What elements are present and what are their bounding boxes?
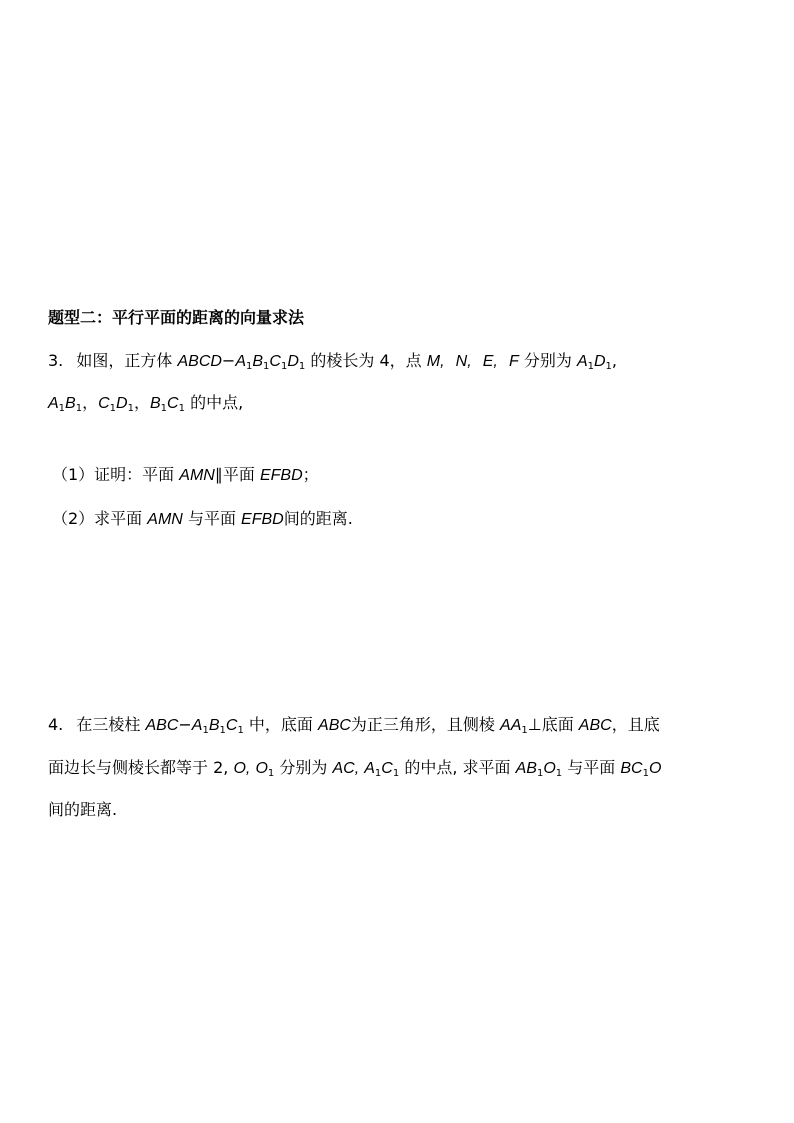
problem-4-text: ，且底 bbox=[611, 715, 660, 734]
part-text: 间的距离. bbox=[283, 509, 353, 528]
problem-4-text: 分别为 bbox=[279, 758, 328, 777]
minus-sign: − bbox=[178, 715, 192, 734]
vertex: A bbox=[235, 353, 246, 370]
minus-sign: − bbox=[221, 351, 236, 370]
problem-4-text: 底面 bbox=[541, 715, 574, 734]
vertex: A bbox=[191, 717, 203, 734]
triangle-abc: ABC bbox=[318, 717, 351, 734]
part-label: （1）证明：平面 bbox=[52, 465, 175, 484]
vertex: D bbox=[593, 353, 606, 370]
vertex: D bbox=[116, 395, 128, 412]
subscript: 1 bbox=[298, 361, 306, 372]
separator: ， bbox=[133, 393, 150, 412]
subscript: 1 bbox=[555, 768, 563, 779]
subscript: 1 bbox=[109, 403, 117, 414]
vertex: B bbox=[65, 395, 76, 412]
subscript: 1 bbox=[75, 403, 83, 414]
point-n: N, bbox=[455, 353, 472, 370]
separator: ， bbox=[82, 393, 99, 412]
subscript: 1 bbox=[246, 361, 253, 372]
subscript: 1 bbox=[392, 768, 400, 779]
perpendicular-symbol: ⊥ bbox=[527, 715, 542, 734]
edge-aa1: AA bbox=[500, 717, 522, 734]
part-text: 平面 bbox=[222, 465, 255, 484]
vertex: A bbox=[48, 395, 59, 412]
vertex: A bbox=[364, 760, 375, 777]
problem-3-part-2 bbox=[52, 509, 353, 530]
vertex: A bbox=[576, 353, 588, 370]
point-m: M, bbox=[426, 353, 445, 370]
vertex: O bbox=[648, 760, 662, 777]
subscript: 1 bbox=[374, 768, 382, 779]
problem-4-line-3: 间的距离. bbox=[48, 800, 118, 819]
subscript: 1 bbox=[536, 768, 544, 779]
parallel-symbol: ∥ bbox=[214, 465, 223, 484]
problem-3-text: 如图，正方体 bbox=[76, 351, 173, 370]
problem-3-part-1 bbox=[52, 465, 319, 486]
problem-3-line-2 bbox=[48, 393, 243, 414]
problem-3-text: 的棱长为 4，点 bbox=[310, 351, 422, 370]
problem-4-text: 的中点, 求平面 bbox=[404, 758, 511, 777]
vertex: BC bbox=[620, 760, 643, 777]
vertex: C bbox=[269, 353, 281, 370]
plane-efbd: EFBD bbox=[259, 467, 303, 484]
subscript: 1 bbox=[587, 361, 594, 372]
subscript: 1 bbox=[219, 725, 226, 736]
subscript: 1 bbox=[521, 725, 528, 736]
part-text: 与平面 bbox=[187, 509, 236, 528]
subscript: 1 bbox=[237, 725, 244, 736]
prism-base: ABC bbox=[145, 717, 179, 734]
vertex: C bbox=[98, 395, 110, 412]
triangle-abc: ABC bbox=[578, 717, 612, 734]
subscript: 1 bbox=[263, 361, 270, 372]
subscript: 1 bbox=[280, 361, 288, 372]
vertex: B bbox=[150, 395, 161, 412]
problem-4-line-2 bbox=[48, 758, 661, 779]
problem-3-line-1 bbox=[48, 351, 617, 372]
comma: , bbox=[611, 351, 618, 370]
subscript: 1 bbox=[58, 403, 66, 414]
problem-3-text: 的中点, bbox=[190, 393, 244, 412]
plane-efbd: EFBD bbox=[241, 511, 284, 528]
point-e: E, bbox=[482, 353, 498, 370]
subscript: 1 bbox=[127, 403, 134, 414]
section-title: 题型二：平行平面的距离的向量求法 bbox=[48, 308, 305, 327]
vertex: C bbox=[381, 760, 393, 777]
subscript: 1 bbox=[178, 403, 185, 414]
part-label: （2）求平面 bbox=[52, 509, 143, 528]
point-f: F bbox=[508, 353, 519, 370]
problem-3-text: 分别为 bbox=[523, 351, 572, 370]
vertex: B bbox=[208, 717, 220, 734]
plane-amn: AMN bbox=[179, 467, 215, 484]
problem-4-text: 与平面 bbox=[567, 758, 616, 777]
vertex: AB bbox=[515, 760, 537, 777]
problem-4-text: 中，底面 bbox=[248, 715, 313, 734]
subscript: 1 bbox=[605, 361, 612, 372]
vertex: O bbox=[543, 760, 556, 777]
vertex: C bbox=[225, 717, 238, 734]
segment-ac: AC, bbox=[332, 760, 360, 777]
problem-4-text: 为正三角形，且侧棱 bbox=[350, 715, 495, 734]
subscript: 1 bbox=[642, 768, 649, 779]
cube-base: ABCD bbox=[177, 353, 222, 370]
problem-4-text: 在三棱柱 bbox=[76, 715, 141, 734]
vertex: C bbox=[167, 395, 179, 412]
point-o: O, bbox=[233, 760, 251, 777]
subscript: 1 bbox=[160, 403, 168, 414]
vertex: D bbox=[287, 353, 299, 370]
plane-amn: AMN bbox=[147, 511, 183, 528]
part-text: ； bbox=[302, 465, 319, 484]
problem-4-number: 4. bbox=[48, 715, 64, 734]
problem-3-number: 3. bbox=[48, 351, 64, 370]
problem-4-text: 面边长与侧棱长都等于 2, bbox=[48, 758, 229, 777]
subscript: 1 bbox=[267, 768, 275, 779]
subscript: 1 bbox=[202, 725, 209, 736]
point-o1: O bbox=[255, 760, 268, 777]
vertex: B bbox=[252, 353, 264, 370]
problem-4-line-1 bbox=[48, 715, 660, 736]
